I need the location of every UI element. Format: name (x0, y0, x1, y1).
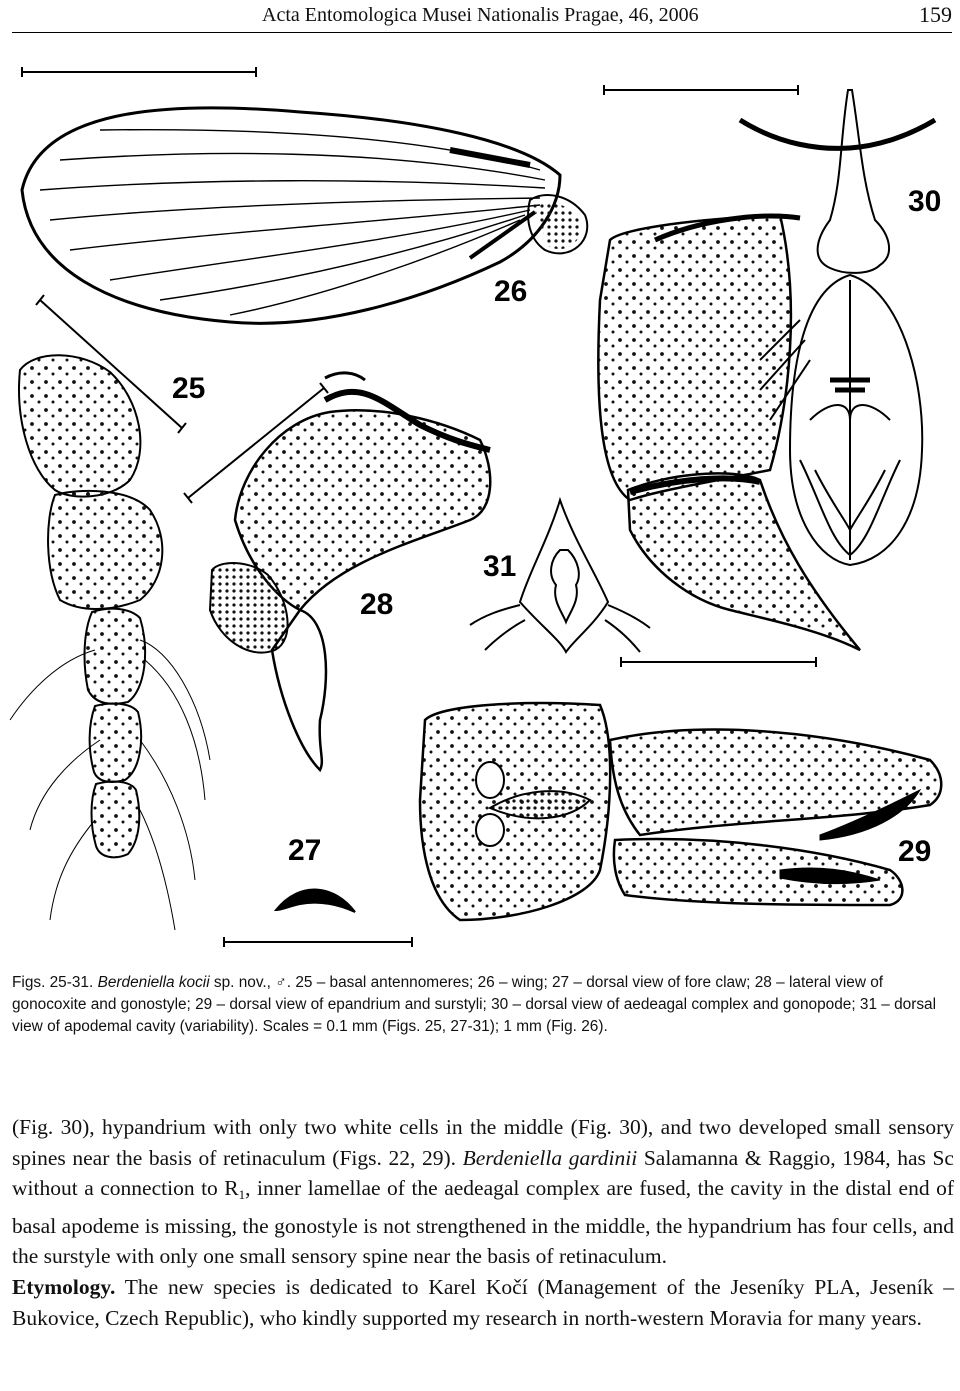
fig-label-30: 30 (908, 185, 942, 218)
etymology-label: Etymology. (12, 1274, 116, 1299)
fig-label-26: 26 (494, 275, 528, 308)
gonopode-drawing (598, 120, 935, 650)
figure-plate (0, 40, 960, 960)
caption-text: sp. nov., ♂. 25 – basal antennomeres; 26 – wing; 27 – dorsal view of fore claw; 28 – lateral view of gonocoxite and gonostyle; 29 – dorsal view of epandrium and surstyli; 30 – dorsal view of aedeagal complex and gonopode; 31 – dorsal view of apodemal cavity (variability). Scales = 0.1 mm (Figs. 25, 27-31); 1 mm (Fig. 26). (12, 974, 937, 1035)
header-rule (12, 32, 952, 33)
journal-title: Acta Entomologica Musei Nationalis Pragae, 46, 2006 (262, 4, 699, 26)
antennomeres-drawing (10, 355, 210, 930)
etymology-text: The new species is dedicated to Karel Kočí (Management of the Jeseníky PLA, Jeseník – Bukovice, Czech Republic), who kindly supported my research in north-western Moravia for many years. (12, 1274, 954, 1330)
body-text (12, 1112, 954, 1333)
body-paragraph-1 (12, 1112, 954, 1272)
body-p1-c: , inner lamellae of the aedeagal complex are fused, the cavity in the distal end of basal apodeme is missing, the gonostyle is not strengthened in the middle, the hypandrium has four cells, and the surstyle with only one small sensory spine near the basis of retinaculum. (12, 1176, 954, 1269)
figure-caption (12, 972, 954, 1038)
fig-label-27: 27 (288, 834, 322, 867)
body-p1-subscript: 1 (238, 1187, 246, 1203)
epandrium-drawing (420, 703, 941, 920)
body-paragraph-etymology (12, 1272, 954, 1333)
fig-label-28: 28 (360, 588, 394, 621)
fig-label-31: 31 (483, 550, 517, 583)
page-header (0, 0, 960, 30)
caption-species: Berdeniella kocii (97, 974, 210, 991)
fore-claw-drawing (276, 890, 355, 912)
fig-label-25: 25 (172, 372, 206, 405)
body-p1-b: Salamanna & Raggio, 1984, has Sc without a connection to R (12, 1145, 954, 1201)
body-p1-species: Berdeniella gardinii (462, 1145, 638, 1170)
caption-figs: Figs. 25-31. (12, 974, 94, 991)
body-p1-a: (Fig. 30), hypandrium with only two white cells in the middle (Fig. 30), and two developed small sensory spines near the basis of retinaculum (Figs. 22, 29). (12, 1115, 954, 1170)
fig-label-29: 29 (898, 835, 932, 868)
page-number: 159 (919, 2, 952, 27)
